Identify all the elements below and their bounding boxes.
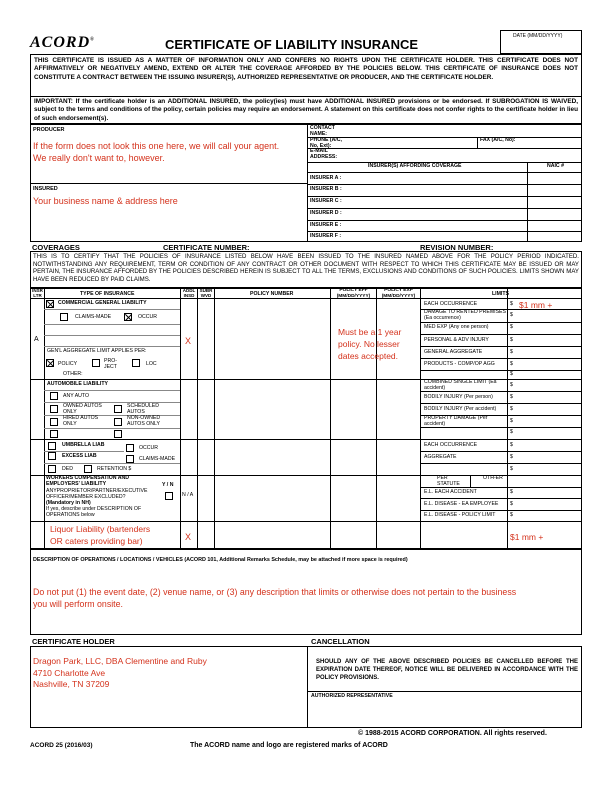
workers-officer: ANYPROPRIETOR/PARTNER/EXECUTIVE OFFICER/MEMBER EXCLUDED?	[46, 488, 148, 500]
dollar-11: $	[510, 418, 513, 424]
insurer-f-label: INSURER F :	[310, 233, 342, 239]
authorized-line	[307, 691, 582, 692]
dollar-3: $	[510, 324, 513, 330]
limit-personal-adv: PERSONAL & ADV INJURY	[424, 337, 489, 343]
header-policy-number: POLICY NUMBER	[250, 291, 294, 297]
any-auto-label: ANY AUTO	[63, 393, 90, 399]
el-each-accident: E.L. EACH ACCIDENT	[424, 489, 477, 495]
dollar-14: $	[510, 454, 513, 460]
insurers-affording-label: INSURER(S) AFFORDING COVERAGE	[368, 163, 462, 169]
producer-divider	[307, 124, 308, 242]
fax-divider	[477, 137, 478, 148]
hired-checkbox[interactable]	[50, 418, 58, 426]
dollar-1: $	[510, 301, 513, 307]
auto-limit-line-1	[420, 391, 582, 392]
gl-note-1: Must be a 1 year	[338, 327, 402, 337]
claims-made-label: CLAIMS-MADE	[75, 314, 112, 320]
limit-csl: COMBINED SINGLE LIMIT (Ea accident)	[424, 379, 497, 391]
header-insr-ltr: INSR LTR	[32, 288, 43, 299]
cancellation-text: SHOULD ANY OF THE ABOVE DESCRIBED POLICIES BE CANCELLED BEFORE THE EXPIRATION DATE THEREOF, NOTICE WILL BE DELIVERED IN ACCORDANCE WITH THE POLICY PROVISIONS.	[316, 659, 578, 682]
disclaimer-text: THIS CERTIFICATE IS ISSUED AS A MATTER OF INFORMATION ONLY AND CONFERS NO RIGHTS UPON THE CERTIFICATE HOLDER. THIS CERTIFICATE DOES NOT AFFIRMATIVELY OR NEGATIVELY AMEND, EXTEND OR ALTER THE COVERAGE AFFORDED BY THE POLICIES BELOW. THIS CERTIFICATE OF INSURANCE DOES NOT CONSTITUTE A CONTRACT BETWEEN THE ISSUING INSURER(S), AUTHORIZED REPRESENTATIVE OR PRODUCER, AND THE CERTIFICATE HOLDER.	[34, 57, 578, 81]
date-label: DATE (MM/DD/YYYY)	[513, 33, 563, 39]
scheduled-label: SCHEDULED AUTOS	[127, 403, 159, 415]
insurer-c-line	[307, 208, 582, 209]
insurer-e-label: INSURER E :	[310, 222, 342, 228]
el-disease-policy: E.L. DISEASE - POLICY LIMIT	[424, 512, 496, 518]
limit-each-occurrence: EACH OCCURRENCE	[424, 301, 478, 307]
umbrella-label: UMBRELLA LIAB	[62, 442, 105, 448]
claims-made-checkbox[interactable]	[60, 313, 68, 321]
liquor-line-1: Liquor Liability (bartenders	[50, 524, 151, 534]
col-subr	[214, 288, 215, 549]
owned-label: OWNED AUTOS ONLY	[63, 403, 102, 415]
loc-label: LOC	[146, 361, 157, 367]
dollar-10: $	[510, 406, 513, 412]
limit-line-5	[420, 358, 582, 359]
workers-na: N / A	[182, 492, 194, 498]
auto-bottom-line	[30, 439, 582, 440]
excess-label: EXCESS LIAB	[62, 453, 97, 459]
umb-limit-line-1	[420, 451, 582, 452]
insurer-d-label: INSURER D :	[310, 210, 342, 216]
col-policy-number	[330, 288, 331, 549]
umb-line-2	[44, 463, 180, 464]
insurer-b-line	[307, 196, 582, 197]
ded-checkbox[interactable]	[48, 465, 56, 473]
insurer-e-line	[307, 231, 582, 232]
contact-name-label: CONTACT NAME:	[310, 125, 335, 137]
limit-pd: PROPERTY DAMAGE (Per accident)	[424, 415, 488, 427]
scheduled-checkbox[interactable]	[114, 405, 122, 413]
gl-note-3: dates accepted.	[338, 351, 399, 361]
holder-line-1: Dragon Park, LLC, DBA Clementine and Ruby	[33, 656, 207, 666]
insurer-d-line	[307, 220, 582, 221]
ded-label: DED	[62, 466, 73, 472]
insurer-b-label: INSURER B :	[310, 186, 342, 192]
registered-marks: The ACORD name and logo are registered marks of ACORD	[190, 742, 388, 749]
copyright: © 1988-2015 ACORD CORPORATION. All rights reserved.	[358, 730, 547, 737]
certificate-number-label: CERTIFICATE NUMBER:	[163, 243, 250, 252]
umb-occur-checkbox[interactable]	[126, 444, 134, 452]
dollar-13: $	[510, 442, 513, 448]
umb-occur-label: OCCUR	[139, 445, 159, 451]
gl-ltr: A	[34, 336, 39, 343]
workers-yn-checkbox[interactable]	[165, 492, 173, 500]
wc-limit-line-0	[420, 487, 582, 488]
dollar-16: $	[510, 489, 513, 495]
hired-label: HIRED AUTOS ONLY	[63, 415, 99, 427]
disclaimer-divider	[30, 96, 582, 97]
gl-line-1	[44, 309, 180, 310]
auto-extra-checkbox-2[interactable]	[114, 430, 122, 438]
header-type: TYPE OF INSURANCE	[80, 291, 135, 297]
dollar-6: $	[510, 361, 513, 367]
limit-line-3	[420, 334, 582, 335]
header-policy-exp: POLICY EXP (MM/DD/YYYY)	[381, 288, 416, 299]
umb-limit-line-2	[420, 463, 582, 464]
producer-label: PRODUCER	[33, 127, 65, 133]
workers-yn: Y / N	[162, 482, 174, 488]
limit-med-exp: MED EXP (Any one person)	[424, 324, 489, 330]
limit-line-6	[420, 370, 582, 371]
gl-line-2	[44, 324, 180, 325]
umb-limit-agg: AGGREGATE	[424, 454, 457, 460]
aggregate-applies-label: GEN'L AGGREGATE LIMIT APPLIES PER:	[47, 348, 147, 354]
project-label: PRO-JECT	[104, 358, 117, 370]
col-type	[180, 288, 181, 549]
wc-limit-line-1	[420, 498, 582, 499]
retention-checkbox[interactable]	[84, 465, 92, 473]
revision-number-label: REVISION NUMBER:	[420, 243, 494, 252]
auto-line-1	[44, 390, 180, 391]
excess-checkbox[interactable]	[48, 452, 56, 460]
el-disease-employee: E.L. DISEASE - EA EMPLOYEE	[424, 501, 499, 507]
limit-damage-rented: DAMAGE TO RENTED PREMISES (Ea occurrence)	[424, 309, 506, 321]
limit-bi-accident: BODILY INJURY (Per accident)	[424, 406, 497, 412]
gl-addl-mark: X	[185, 336, 192, 346]
per-statute-divider-1	[470, 475, 471, 487]
umb-claims-checkbox[interactable]	[126, 455, 134, 463]
dollar-7: $	[510, 371, 513, 377]
col-ltr	[44, 288, 45, 549]
policy-label: POLICY	[58, 361, 78, 367]
auto-limit-line-2	[420, 403, 582, 404]
email-label: E-MAIL ADDRESS:	[310, 148, 338, 160]
umb-claims-label: CLAIMS-MADE	[139, 456, 176, 462]
date-field[interactable]	[500, 30, 582, 54]
loc-checkbox[interactable]	[132, 359, 140, 367]
important-text: IMPORTANT: If the certificate holder is an ADDITIONAL INSURED, the policy(ies) must have ADDITIONAL INSURED provisions or be endorsed. If SUBROGATION IS WAIVED, subject to the terms and conditions of the policy, certain policies may require an endorsement. A statement on this certificate does not confer rights to the certificate holder in lieu of such endorsement(s).	[34, 98, 578, 122]
policy-checkbox[interactable]	[46, 359, 54, 367]
dollar-2: $	[510, 312, 513, 318]
insurer-header-line	[307, 172, 582, 173]
umbrella-checkbox[interactable]	[48, 442, 56, 450]
phone-label: PHONE (A/C, No, Ext):	[310, 137, 342, 149]
limit-general-aggregate: GENERAL AGGREGATE	[424, 349, 483, 355]
any-auto-checkbox[interactable]	[50, 392, 58, 400]
occur-checkbox[interactable]	[124, 313, 132, 321]
commercial-gl-checkbox[interactable]	[46, 300, 54, 308]
producer-note-2: We really don't want to, however.	[33, 153, 165, 163]
dollar-9: $	[510, 394, 513, 400]
phone-line	[307, 148, 582, 149]
project-checkbox[interactable]	[92, 359, 100, 367]
gl-note-2: policy. No lesser	[338, 339, 400, 349]
wc-bottom-line	[30, 521, 582, 522]
description-note-1: Do not put (1) the event date, (2) venue name, or (3) any description that limits or otherwise does not pertain to the business	[33, 587, 517, 597]
dollar-12: $	[510, 429, 513, 435]
gl-line-3	[44, 335, 180, 336]
naic-label: NAIC #	[547, 163, 565, 169]
header-policy-eff: POLICY EFF (MM/DD/YYYY)	[336, 288, 371, 299]
limit-products: PRODUCTS - COMP/OP AGG	[424, 361, 495, 367]
coverages-statement: THIS IS TO CERTIFY THAT THE POLICIES OF INSURANCE LISTED BELOW HAVE BEEN ISSUED TO THE INSURED NAMED ABOVE FOR THE POLICY PERIOD INDICATED. NOTWITHSTANDING ANY REQUIREMENT, TERM OR CONDITION OF ANY CONTRACT OR OTHER DOCUMENT WITH RESPECT TO WHICH THIS CERTIFICATE MAY BE ISSUED OR MAY PERTAIN, THE INSURANCE AFFORDED BY THE POLICIES DESCRIBED HEREIN IS SUBJECT TO ALL THE TERMS, EXCLUSIONS AND CONDITIONS OF SUCH POLICIES. LIMITS SHOWN MAY HAVE BEEN REDUCED BY PAID CLAIMS.	[33, 253, 579, 283]
per-statute-label: PER STATUTE	[437, 475, 460, 487]
non-owned-checkbox[interactable]	[114, 418, 122, 426]
dollar-5: $	[510, 349, 513, 355]
insurer-a-label: INSURER A :	[310, 175, 342, 181]
limit-line-2	[420, 322, 582, 323]
acord-logo: ACORD®	[30, 34, 95, 51]
authorized-rep-label: AUTHORIZED REPRESENTATIVE	[311, 693, 393, 699]
other-label: OTHER:	[63, 371, 83, 377]
retention-label: RETENTION $	[97, 466, 132, 472]
workers-title: WORKERS COMPENSATION AND EMPLOYERS' LIABILITY	[46, 475, 129, 487]
col-addl	[197, 288, 198, 549]
oth-er-label: OTH-ER	[483, 475, 503, 481]
dollar-17: $	[510, 501, 513, 507]
coverages-label: COVERAGES	[32, 243, 80, 252]
auto-limit-line-4	[420, 427, 582, 428]
non-owned-label: NON-OWNED AUTOS ONLY	[127, 415, 161, 427]
insured-top-line	[30, 183, 307, 184]
gl-line-4	[44, 346, 180, 347]
workers-describe: If yes, describe under DESCRIPTION OF OPERATIONS below	[46, 506, 142, 518]
fax-label: FAX (A/C, No):	[480, 137, 516, 143]
acord-logo-text: ACORD	[30, 34, 91, 51]
limit-bi-person: BODILY INJURY (Per person)	[424, 394, 493, 400]
owned-checkbox[interactable]	[50, 405, 58, 413]
naic-divider	[527, 162, 528, 242]
dollar-8: $	[510, 382, 513, 388]
liquor-line-2: OR caters providing bar)	[50, 536, 143, 546]
producer-note-1: If the form does not look this one here, we will call your agent.	[33, 141, 280, 151]
insurer-c-label: INSURER C :	[310, 198, 342, 204]
certificate-holder-label: CERTIFICATE HOLDER	[32, 637, 115, 646]
header-bottom-line	[30, 298, 582, 299]
occur-label: OCCUR	[138, 314, 158, 320]
wc-limit-line-2	[420, 510, 582, 511]
dollar-4: $	[510, 337, 513, 343]
gl-each-value: $1 mm +	[519, 300, 553, 310]
liquor-addl-mark: X	[185, 532, 192, 542]
description-label: DESCRIPTION OF OPERATIONS / LOCATIONS / VEHICLES (ACORD 101, Additional Remarks Schedule, may be attached if more space is required)	[33, 557, 408, 563]
header-limits: LIMITS	[492, 291, 510, 297]
header-subr: SUBR WVD	[199, 288, 213, 299]
limit-line-4	[420, 346, 582, 347]
header-addl: ADDL INSD	[182, 288, 196, 299]
dollar-15: $	[510, 466, 513, 472]
holder-line-2: 4710 Charlotte Ave	[33, 668, 106, 678]
dollar-18: $	[510, 512, 513, 518]
auto-line-4	[44, 428, 180, 429]
holder-line-3: Nashville, TN 37209	[33, 679, 110, 689]
page-title: CERTIFICATE OF LIABILITY INSURANCE	[165, 37, 419, 52]
holder-divider	[307, 646, 308, 728]
workers-mandatory: (Mandatory in NH)	[46, 500, 91, 506]
insurer-a-line	[307, 184, 582, 185]
liquor-value: $1 mm +	[510, 532, 544, 542]
auto-title: AUTOMOBILE LIABILITY	[47, 381, 108, 387]
auto-extra-checkbox-1[interactable]	[50, 430, 58, 438]
commercial-gl-label: COMMERCIAL GENERAL LIABILITY	[58, 300, 147, 306]
cancellation-label: CANCELLATION	[311, 637, 370, 646]
insured-label: INSURED	[33, 186, 58, 192]
description-note-2: you will perform onsite.	[33, 599, 123, 609]
umb-limit-each: EACH OCCURRENCE	[424, 442, 478, 448]
umb-line-1	[44, 451, 124, 452]
insured-note: Your business name & address here	[33, 196, 178, 206]
form-number: ACORD 25 (2016/03)	[30, 742, 93, 749]
